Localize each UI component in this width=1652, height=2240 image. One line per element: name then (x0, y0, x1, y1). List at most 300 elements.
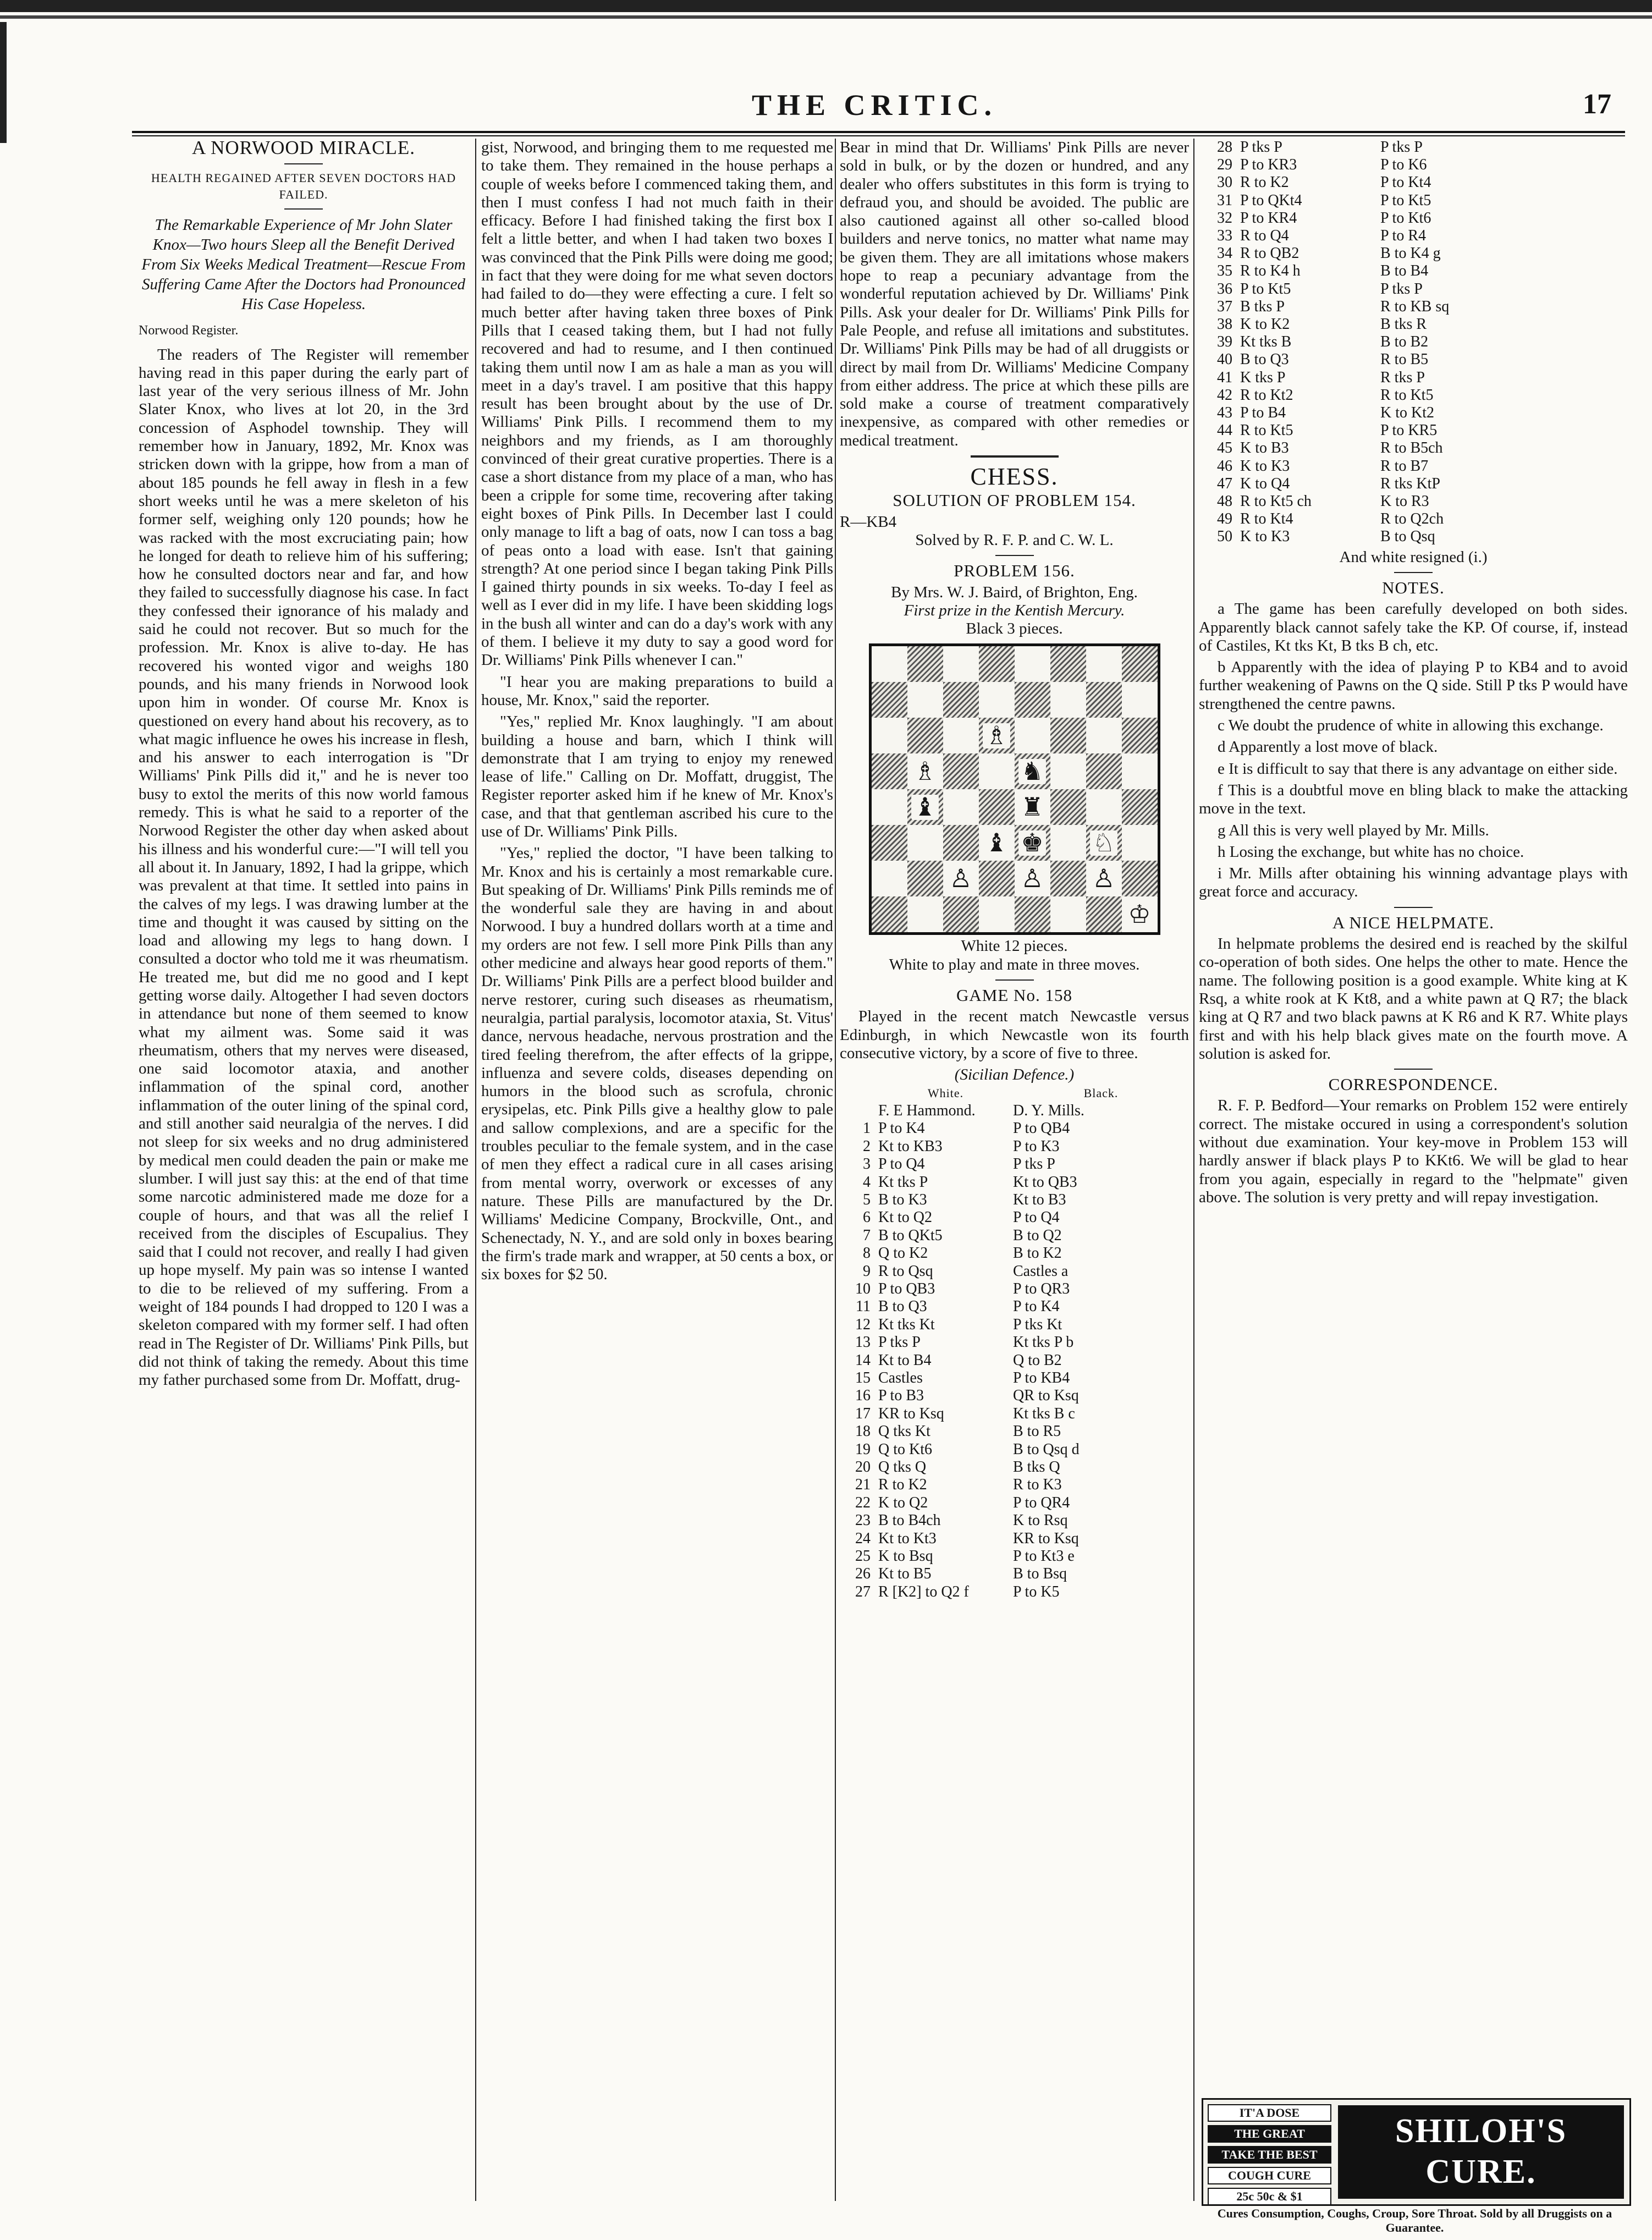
column-1 (139, 139, 469, 1393)
move-list (840, 1120, 1189, 1601)
move-number: 9 (863, 1262, 871, 1280)
divider (284, 163, 323, 164)
board-square (1050, 682, 1086, 718)
problem-prize: First prize in the Kentish Mercury. (904, 601, 1125, 619)
white-move: P to QKt4 (1240, 191, 1302, 209)
board-square (907, 646, 943, 682)
chess-piece: ♙ (947, 866, 974, 891)
white-move: Q to K2 (878, 1245, 928, 1262)
move-number: 1 (863, 1120, 871, 1137)
chess-piece: ♝ (911, 795, 938, 820)
move-number: 31 (1217, 191, 1232, 209)
game-intro: Played in the recent match Newcastle versus Edinburgh, in which Newcastle won its fourth consecutive victory, by a score of five to three. (840, 1008, 1189, 1062)
white-move: R to Qsq (878, 1262, 933, 1280)
white-move: R [K2] to Q2 f (878, 1583, 969, 1600)
white-move: Kt tks P (878, 1173, 928, 1191)
black-move: R to K3 (1013, 1476, 1062, 1494)
black-move: B tks R (1380, 316, 1427, 333)
black-label: Black. (1083, 1086, 1119, 1100)
move-list (1199, 139, 1628, 546)
column-rule-3 (1193, 139, 1194, 2201)
article-source: Norwood Register. (139, 323, 239, 338)
note: f This is a doubtful move en bling black to make the attacking move in the text. (1199, 781, 1628, 818)
white-move: R to K4 h (1240, 262, 1301, 280)
black-move: K to R3 (1380, 493, 1429, 510)
board-square (1050, 861, 1086, 896)
ad-brand-line: SHILOH'S (1395, 2112, 1567, 2150)
move-number: 50 (1217, 528, 1232, 546)
note: h Losing the exchange, but white has no choice. (1218, 843, 1524, 861)
white-move: P to KR3 (1240, 156, 1297, 174)
divider (284, 208, 323, 210)
black-move: P to K3 (1013, 1137, 1060, 1155)
move-number: 42 (1217, 386, 1232, 404)
column-rule-2 (835, 139, 836, 2201)
white-move: R to Kt5 ch (1240, 493, 1312, 510)
note: b Apparently with the idea of playing P to KB4 and to avoid further weakening of Pawns on the Q side. Still P tks P would have strengthened the centre pawns. (1199, 658, 1628, 713)
article-subhead: HEALTH REGAINED AFTER SEVEN DOCTORS HAD FAILED. (151, 171, 456, 202)
move-number: 13 (855, 1334, 871, 1351)
move-number: 17 (855, 1405, 871, 1422)
note: e It is difficult to say that there is any advantage on either side. (1218, 759, 1618, 778)
board-square (1015, 825, 1050, 861)
chess-heading: CHESS. (970, 463, 1059, 491)
move-number: 41 (1217, 368, 1232, 386)
opening-name: (Sicilian Defence.) (954, 1066, 1075, 1084)
board-square (1122, 682, 1158, 718)
white-move: P to K4 (878, 1120, 925, 1137)
board-square (907, 682, 943, 718)
black-move: B tks Q (1013, 1459, 1060, 1476)
board-square (943, 861, 979, 896)
white-move: K to K3 (1240, 528, 1290, 546)
move-number: 20 (855, 1459, 871, 1476)
board-square (872, 825, 907, 861)
black-move: P to K6 (1380, 156, 1427, 174)
board-square (907, 861, 943, 896)
white-move: Kt to Q2 (878, 1209, 932, 1226)
board-square (943, 896, 979, 932)
problem-instruction: White to play and mate in three moves. (889, 955, 1140, 973)
board-square (1086, 753, 1122, 789)
black-move: P to K4 (1013, 1298, 1060, 1316)
black-move: B to B2 (1380, 333, 1429, 351)
board-square (979, 896, 1015, 932)
chess-piece: ♞ (1018, 759, 1045, 784)
board-square (1086, 646, 1122, 682)
board-square (1015, 861, 1050, 896)
ad-brand-line: CURE. (1425, 2153, 1537, 2191)
move-number: 27 (855, 1583, 871, 1600)
black-move: P to Kt4 (1380, 174, 1431, 191)
black-move: P to KB4 (1013, 1369, 1070, 1386)
move-number: 32 (1217, 209, 1232, 227)
board-square (1122, 861, 1158, 896)
board-square (1086, 861, 1122, 896)
black-move: B to Bsq (1013, 1565, 1067, 1583)
column-2 (481, 139, 833, 1287)
board-square (943, 789, 979, 825)
move-number: 5 (863, 1191, 871, 1208)
black-move: P to Kt3 e (1013, 1548, 1075, 1565)
board-square (872, 753, 907, 789)
note: i Mr. Mills after obtaining his winning advantage plays with great force and accuracy. (1199, 865, 1628, 901)
board-square (1050, 753, 1086, 789)
move-number: 11 (856, 1298, 871, 1316)
board-square (907, 825, 943, 861)
article-paragraph: "Yes," replied Mr. Knox laughingly. "I am about building a house and barn, which I think will demonstrate that I am trying to enjoy my renewed lease of life." Calling on Dr. Moffatt, druggist, The Register reporter asked him if he knew of Mr. Knox's case, and that that gentleman ascribed his cure to the use of Dr. Williams' Pink Pills. (481, 713, 833, 840)
chess-piece: ♝ (983, 830, 1010, 856)
white-move: B to B4ch (878, 1512, 941, 1529)
move-number: 30 (1217, 174, 1232, 191)
white-move: R to K2 (1240, 174, 1289, 191)
black-move: P to K5 (1013, 1583, 1060, 1600)
black-move: R to KB sq (1380, 298, 1450, 315)
board-square (872, 646, 907, 682)
article-paragraph: The readers of The Register will remember having read in this paper during the early part of last year of the very serious illness of Mr. John Slater Knox, who lives at lot 20, in the 3rd concession of Asphodel township. They will remember how in January, 1892, Mr. Knox was stricken down with la grippe, how from a man of about 185 pounds he fell away in flesh in a few short weeks until he was a mere skeleton of his former self, weighing only 120 pounds; how he was racked with the most excruciating pain; how he longed for death to relieve him of his suffering; how he consulted doctors near and far, and how they failed to successfully diagnose his case. In fact they confessed their ignorance of his malady and said he could not recover. But so much for the profession. Mr. Knox is alive to-day. He has recovered his wonted vigor and weighs 180 pounds, and his many friends in Norwood look upon him in wonder. Of course Mr. Knox is questioned on every hand about his recovery, as to what magic influence he owes his increase in flesh, and his answer to each interrogation is "Dr Williams' Pink Pills did it," and he is never too busy to extol the merits of this now world famous remedy. This is what he said to a reporter of the Norwood Register the other day when asked about his illness and his wonderful cure:—"I will tell you all about it. In January, 1892, I had la grippe, which was prevalent at that time. It settled into pains in the calves of my legs. I was drawing lumber at the time and thought it was caused by sitting on the load and allowing my legs to hang down. I consulted a doctor who told me it was rheumatism. He treated me, but did me no good and I kept getting worse daily. Altogether I had seven doctors in attendance but none of them seemed to know what my ailment was. Some said it was rheumatism, others that my nerves were diseased, one said locomotor ataxia, and another inflammation of the spinal cord, another inflammation of the outer lining of the spinal cord, and still another said neuralgia of the nerves. I did not sleep for six weeks and no drug administered by medical men could deaden the pain or make me slumber. I will just say this: at the end of that time some narcotic administered made me doze for a couple of hours, and that was all the relief I received from the disciples of Escupalius. They said that I could not recover, and really I had given up hope myself. My pain was so intense I wanted to die to be relieved of my suffering. From a weight of 184 pounds I had dropped to 120 I was a skeleton compared with my former self. I had often read in The Register of Dr. Williams' Pink Pills, but did not think of taking the remedy. About this time my father purchased some from Dr. Moffatt, drug- (139, 345, 469, 1389)
black-move: R to B7 (1380, 457, 1429, 475)
move-number: 7 (863, 1226, 871, 1244)
correspondence-text: R. F. P. Bedford—Your remarks on Problem 152 were entirely correct. The mistake occured in using a correspondent's solution without due examination. Your key-move in Problem 153 will hardly answer if black plays P to KKt6. We will be glad to hear from you again, especially in regard to the "helpmate" given above. The solution is very pretty and will repay investigation. (1199, 1097, 1628, 1206)
move-number: 22 (855, 1494, 871, 1511)
board-square (872, 861, 907, 896)
black-pieces-count: Black 3 pieces. (966, 620, 1063, 638)
move-number: 34 (1217, 245, 1232, 262)
white-move: Kt tks Kt (878, 1316, 935, 1333)
player-names (840, 1102, 1189, 1120)
black-move: R tks KtP (1380, 475, 1440, 492)
black-move: R to B5 (1380, 351, 1429, 368)
board-square (1050, 718, 1086, 753)
move-number: 4 (863, 1173, 871, 1191)
ad-tag: IT'A DOSE (1208, 2104, 1331, 2122)
helpmate-text: In helpmate problems the desired end is reached by the skilful co-operation of both sides. One helps the other to mate. Hence the name. The following position is a good example. White king at K Rsq, a white rook at K Kt8, and a white pawn at Q R7; the black king at Q R7 and two black pawns at K R6 and K R7. White plays first and with his help black gives mate on the fourth move. A solution is asked for. (1199, 935, 1628, 1063)
binding-mark (0, 22, 7, 143)
move-number: 46 (1217, 457, 1232, 475)
white-move: K to K2 (1240, 316, 1290, 333)
black-move: K to Rsq (1013, 1512, 1068, 1529)
white-move: P to B4 (1240, 404, 1286, 422)
move-number: 29 (1217, 156, 1232, 174)
article-headline: A NORWOOD MIRACLE. (192, 137, 415, 158)
chess-piece: ♜ (1018, 795, 1045, 820)
problem-heading: PROBLEM 156. (954, 561, 1075, 581)
chess-piece: ♗ (983, 723, 1010, 748)
black-move: KR to Ksq (1013, 1529, 1079, 1547)
move-number: 21 (855, 1476, 871, 1494)
white-move: R to Kt2 (1240, 386, 1293, 404)
white-move: Kt tks B (1240, 333, 1292, 351)
ad-brand (1338, 2105, 1624, 2199)
move-number: 12 (855, 1316, 871, 1333)
white-move: Q to Kt6 (878, 1440, 932, 1458)
helpmate-heading: A NICE HELPMATE. (1332, 912, 1495, 932)
article-paragraph: gist, Norwood, and bringing them to me requested me to take them. They remained in the house perhaps a couple of weeks before I commenced taking them, and then I must confess I had not much faith in their efficacy. Before I had finished taking the first box I felt a little better, and when I had taken two boxes I was convinced that the Pink Pills were doing me good; in fact that they were doing for me what seven doctors had failed to do—they were effecting a cure. I felt so much better after having taken three boxes of Pink Pills that I ceased taking them, but I had not fully recovered and had to resume, and I then continued taking them until now I am as hale a man as you will meet in a day's travel. I am positive that this happy result has been brought about by the use of Dr. Williams' Pink Pills. I recommend them to my neighbors and my friends, as I am thoroughly convinced of their great curative properties. There is a case a short distance from my place of a man, who has been a cripple for some time, recovering after taking eight boxes of Pink Pills. In December last I could only manage to lift a bag of oats, now I can toss a bag of peas onto a load with ease. Isn't that gaining strength? At one period since I began taking Pink Pills I gained thirty pounds in six weeks. To-day I feel as well as I ever did in my life. I have been skidding logs in the bush all winter and can do a day's work with any of them. I believe it my duty to say a good word for Dr. Williams' Pink Pills whenever I can." (481, 139, 833, 669)
ad-tag: 25c 50c & $1 (1208, 2188, 1331, 2205)
move-number: 25 (855, 1548, 871, 1565)
move-number: 39 (1217, 333, 1232, 351)
white-player: F. E Hammond. (878, 1102, 976, 1119)
move-number: 16 (855, 1387, 871, 1405)
black-move: B to Q2 (1013, 1226, 1062, 1244)
header-rule-thin (132, 135, 1625, 136)
black-player: D. Y. Mills. (1013, 1102, 1084, 1119)
black-move: B to Qsq (1380, 528, 1435, 546)
board-square (1050, 646, 1086, 682)
publication-title: THE CRITIC. (751, 89, 998, 122)
white-move: K tks P (1240, 368, 1286, 386)
chess-board (869, 643, 1160, 935)
white-move: Castles (878, 1369, 923, 1386)
board-square (979, 646, 1015, 682)
move-number: 19 (855, 1440, 871, 1458)
board-square (1122, 753, 1158, 789)
black-move: K to Kt2 (1380, 404, 1434, 422)
black-move: P to Q4 (1013, 1209, 1060, 1226)
white-move: B to K3 (878, 1191, 927, 1208)
black-move: Kt tks B c (1013, 1405, 1075, 1422)
note: c We doubt the prudence of white in allowing this exchange. (1218, 717, 1604, 735)
move-number: 48 (1217, 493, 1232, 510)
move-number: 36 (1217, 280, 1232, 298)
move-number: 18 (855, 1423, 871, 1440)
black-move: B to B4 (1380, 262, 1429, 280)
white-move: Kt to B5 (878, 1565, 932, 1583)
black-move: Castles a (1013, 1262, 1069, 1280)
board-square (1086, 896, 1122, 932)
board-square (1050, 896, 1086, 932)
white-label: White. (927, 1086, 964, 1100)
move-number: 45 (1217, 439, 1232, 457)
board-square (1050, 789, 1086, 825)
white-move: P to Q4 (878, 1155, 925, 1173)
divider (995, 555, 1034, 556)
board-square (979, 861, 1015, 896)
page-header (132, 82, 1617, 132)
white-move: Kt to B4 (878, 1351, 932, 1369)
top-border-thin (0, 15, 1652, 19)
board-square (1015, 753, 1050, 789)
chess-piece: ♔ (1126, 902, 1153, 927)
board-square (943, 646, 979, 682)
board-square (1122, 789, 1158, 825)
black-move: P to QR3 (1013, 1280, 1070, 1297)
note: a The game has been carefully developed on both sides. Apparently black cannot safely take the KP. Of course, if, instead of Castiles, Kt tks Kt, B tks B ch, etc. (1199, 600, 1628, 654)
black-move: B to K4 g (1380, 245, 1441, 262)
black-move: P tks Kt (1013, 1316, 1062, 1333)
white-move: K to K3 (1240, 457, 1290, 475)
board-square (1015, 789, 1050, 825)
white-move: R to Kt5 (1240, 422, 1293, 439)
black-move: B to R5 (1013, 1423, 1061, 1440)
board-square (1086, 825, 1122, 861)
move-number: 44 (1217, 422, 1232, 439)
board-square (943, 753, 979, 789)
player-labels (840, 1085, 1189, 1102)
board-square (979, 789, 1015, 825)
board-square (1086, 789, 1122, 825)
white-move: Q tks Kt (878, 1423, 930, 1440)
black-move: P to R4 (1380, 227, 1426, 245)
white-move: P tks P (1240, 139, 1282, 156)
move-number: 49 (1217, 510, 1232, 528)
game-heading: GAME No. 158 (956, 986, 1072, 1005)
shilohs-cure-advertisement (1202, 2098, 1631, 2206)
board-square (1122, 896, 1158, 932)
black-move: B to Qsq d (1013, 1440, 1080, 1458)
move-number: 37 (1217, 298, 1232, 315)
white-move: K to Q2 (878, 1494, 928, 1511)
solved-by: Solved by R. F. P. and C. W. L. (915, 531, 1114, 549)
top-border (0, 0, 1652, 12)
move-number: 26 (855, 1565, 871, 1583)
black-move: P to Kt6 (1380, 209, 1431, 227)
board-square (1086, 718, 1122, 753)
white-move: B to QKt5 (878, 1226, 943, 1244)
board-square (907, 718, 943, 753)
black-move: P tks P (1380, 139, 1423, 156)
board-square (907, 789, 943, 825)
page-number: 17 (1583, 89, 1611, 120)
divider (995, 979, 1034, 981)
board-square (1086, 682, 1122, 718)
white-move: Q tks Q (878, 1459, 927, 1476)
section-divider (971, 455, 1059, 458)
black-move: P to QR4 (1013, 1494, 1070, 1511)
black-move: QR to Ksq (1013, 1387, 1079, 1405)
black-move: P to Kt5 (1380, 191, 1431, 209)
black-move: R tks P (1380, 368, 1425, 386)
chess-piece: ♚ (1018, 830, 1045, 856)
move-number: 33 (1217, 227, 1232, 245)
white-move: K to Bsq (878, 1548, 933, 1565)
board-square (872, 718, 907, 753)
white-move: P to QB3 (878, 1280, 935, 1297)
black-move: Kt tks P b (1013, 1334, 1074, 1351)
board-square (1015, 682, 1050, 718)
move-number: 14 (855, 1351, 871, 1369)
divider (1394, 1069, 1433, 1070)
move-number: 10 (855, 1280, 871, 1297)
note: g All this is very well played by Mr. Mills. (1218, 821, 1489, 839)
black-move: Q to B2 (1013, 1351, 1062, 1369)
ad-tags (1208, 2104, 1331, 2203)
board-square (1015, 896, 1050, 932)
white-move: R to Kt4 (1240, 510, 1293, 528)
black-move: R to Kt5 (1380, 386, 1434, 404)
article-paragraph: Bear in mind that Dr. Williams' Pink Pills are never sold in bulk, or by the dozen or hundred, and any dealer who offers substitutes in this form is trying to defraud you, and should be avoided. The public are also cautioned against all other so-called blood builders and nerve tonics, no matter what name may be given them. They are all imitations whose makers hope to reap a pecuniary advantage from the wonderful reputation achieved by Dr. Williams' Pink Pills. Ask your dealer for Dr. Williams' Pink Pills for Pale People, and refuse all imitations and substitutes. Dr. Williams' Pink Pills may be had of all druggists or direct by mail from Dr. Williams' Medicine Company from either address. The price at which these pills are sold make a course of treatment comparatively inexpensive, as compared with other remedies or medical treatment. (840, 139, 1189, 449)
black-move: R to B5ch (1380, 439, 1443, 457)
move-number: 6 (863, 1209, 871, 1226)
chess-piece: ♘ (1090, 830, 1117, 856)
board-square (872, 789, 907, 825)
article-paragraph: "Yes," replied the doctor, "I have been talking to Mr. Knox and his is certainly a most remarkable cure. But speaking of Dr. Williams' Pink Pills reminds me of the wonderful sale they are having in and about Norwood. I buy a hundred dollars worth at a time and my orders are not few. I sell more Pink Pills than any other medicine and always hear good reports of them." Dr. Williams' Pink Pills are a perfect blood builder and nerve restorer, curing such diseases as rheumatism, neuralgia, partial paralysis, locomotor ataxia, St. Vitus' dance, nervous headache, nervous prostration and the tired feeling therefrom, the after effects of la grippe, influenza and severe colds, diseases depending on humors in the blood such as scrofula, chronic erysipelas, etc. Pink Pills give a healthy glow to pale and sallow complexions, and are a specific for the troubles peculiar to the female system, and in the case of men they effect a radical cure in all cases arising from mental worry, overwork or excesses of any nature. These Pills are manufactured by the Dr. Williams' Medicine Company, Brockville, Ont., and Schenectady, N. Y., and are sold only in boxes bearing the firm's trade mark and wrapper, at 50 cents a box, or six boxes for $2 50. (481, 844, 833, 1284)
solution-heading: SOLUTION OF PROBLEM 154. (893, 491, 1136, 510)
white-move: R to QB2 (1240, 245, 1299, 262)
divider (1394, 572, 1433, 573)
move-number: 47 (1217, 475, 1232, 492)
white-move: R to K2 (878, 1476, 927, 1494)
black-move: P tks P (1380, 280, 1423, 298)
board-square (943, 682, 979, 718)
board-square (943, 825, 979, 861)
white-move: K to B3 (1240, 439, 1289, 457)
white-move: R to Q4 (1240, 227, 1289, 245)
move-number: 24 (855, 1529, 871, 1547)
solution-move: R—KB4 (840, 513, 897, 531)
correspondence-heading: CORRESPONDENCE. (1328, 1075, 1499, 1094)
black-move: Kt to B3 (1013, 1191, 1066, 1208)
board-square (1050, 825, 1086, 861)
move-number: 15 (855, 1369, 871, 1386)
move-number: 28 (1217, 139, 1232, 156)
resigned-note: And white resigned (i.) (1339, 548, 1488, 566)
chess-piece: ♙ (1090, 866, 1117, 891)
ad-caption: Cures Consumption, Coughs, Croup, Sore Throat. Sold by all Druggists on a Guarantee. (1217, 2206, 1612, 2235)
ad-tag: THE GREAT (1208, 2125, 1331, 2143)
white-move: P to Kt5 (1240, 280, 1291, 298)
board-square (907, 753, 943, 789)
board-square (979, 753, 1015, 789)
article-deck: The Remarkable Experience of Mr John Slater Knox—Two hours Sleep all the Benefit Derived From Six Weeks Medical Treatment—Rescue From Suffering Came After the Doctors had Pronounced His Case Hopeless. (141, 216, 466, 313)
article-paragraph: "I hear you are making preparations to build a house, Mr. Knox," said the reporter. (481, 673, 833, 709)
move-number: 35 (1217, 262, 1232, 280)
note: d Apparently a lost move of black. (1218, 738, 1438, 756)
board-square (1015, 646, 1050, 682)
board-square (979, 718, 1015, 753)
black-move: P to QB4 (1013, 1120, 1070, 1137)
move-number: 40 (1217, 351, 1232, 368)
board-square (872, 682, 907, 718)
move-number: 43 (1217, 404, 1232, 422)
ad-tag: TAKE THE BEST (1208, 2146, 1331, 2164)
white-move: P to B3 (878, 1387, 924, 1405)
move-number: 38 (1217, 316, 1232, 333)
board-square (979, 825, 1015, 861)
white-move: KR to Ksq (878, 1405, 944, 1422)
white-move: B to Q3 (1240, 351, 1289, 368)
problem-author: By Mrs. W. J. Baird, of Brighton, Eng. (891, 583, 1138, 601)
divider (1394, 907, 1433, 908)
white-move: K to Q4 (1240, 475, 1290, 492)
ad-tag: COUGH CURE (1208, 2167, 1331, 2184)
white-move: Kt to KB3 (878, 1137, 943, 1155)
board-square (943, 718, 979, 753)
board-square (872, 896, 907, 932)
black-move: P tks P (1013, 1155, 1055, 1173)
white-move: Kt to Kt3 (878, 1529, 937, 1547)
board-square (1122, 646, 1158, 682)
white-move: P to KR4 (1240, 209, 1297, 227)
board-square (1015, 718, 1050, 753)
board-square (907, 896, 943, 932)
move-number: 8 (863, 1245, 871, 1262)
white-pieces-count: White 12 pieces. (961, 937, 1068, 955)
header-rule-thick (132, 131, 1625, 133)
move-number: 23 (855, 1512, 871, 1529)
black-move: R to Q2ch (1380, 510, 1444, 528)
chess-piece: ♙ (1018, 866, 1045, 891)
black-move: P to KR5 (1380, 422, 1438, 439)
column-4 (1199, 139, 1628, 1210)
black-move: B to K2 (1013, 1245, 1062, 1262)
chess-piece: ♗ (911, 759, 938, 784)
board-square (979, 682, 1015, 718)
white-move: P tks P (878, 1334, 921, 1351)
move-number: 3 (863, 1155, 871, 1173)
board-square (1122, 718, 1158, 753)
white-move: B to Q3 (878, 1298, 927, 1316)
